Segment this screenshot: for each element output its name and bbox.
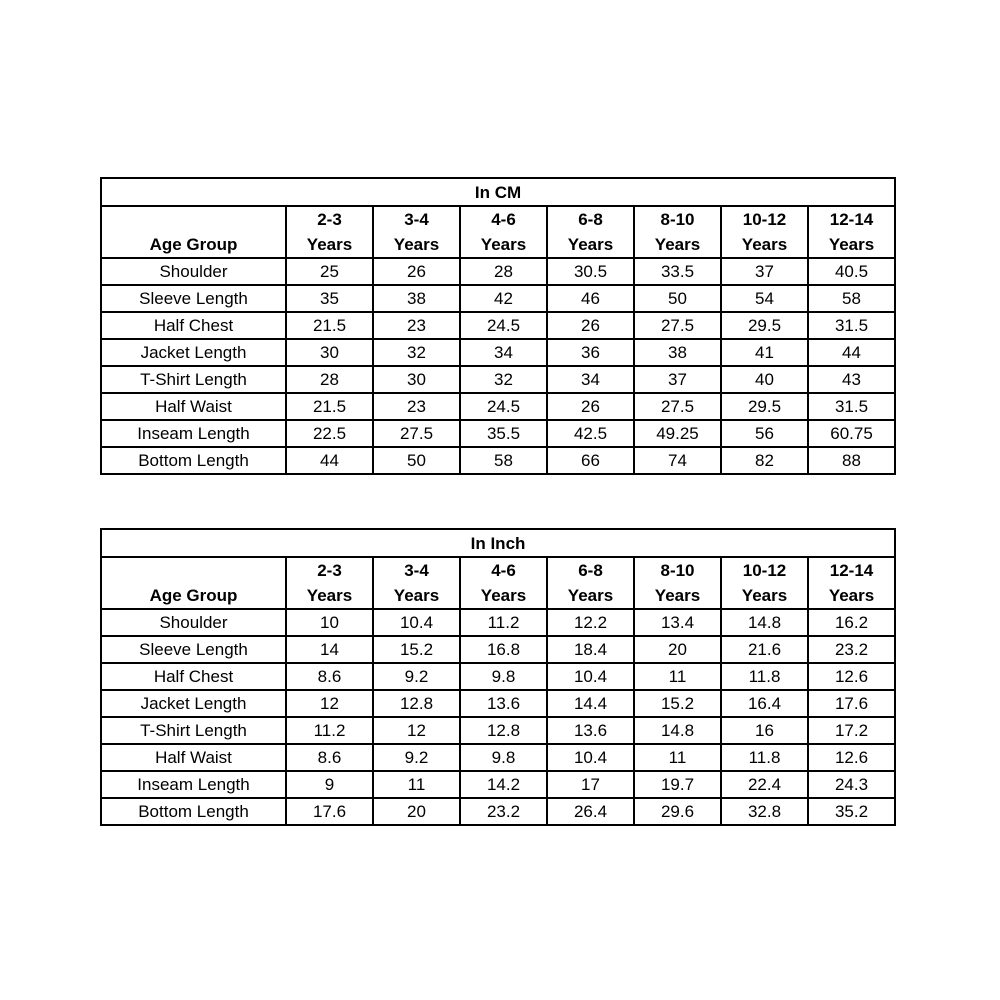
measurement-value: 29.5	[721, 393, 808, 420]
measurement-value: 9.8	[460, 744, 547, 771]
measurement-value: 11	[634, 663, 721, 690]
measurement-value: 12.6	[808, 744, 895, 771]
measurement-value: 35.2	[808, 798, 895, 825]
measurement-value: 10.4	[547, 744, 634, 771]
age-column-header	[721, 206, 808, 258]
measurement-value: 31.5	[808, 312, 895, 339]
age-range: 4-6	[491, 210, 516, 229]
table-row	[101, 663, 895, 690]
measurement-label: Sleeve Length	[101, 285, 286, 312]
age-range: 3-4	[404, 210, 429, 229]
measurement-label: Jacket Length	[101, 690, 286, 717]
measurement-value: 21.6	[721, 636, 808, 663]
table-title: In CM	[101, 178, 895, 206]
measurement-value: 32	[460, 366, 547, 393]
measurement-value: 16.2	[808, 609, 895, 636]
measurement-value: 26	[373, 258, 460, 285]
measurement-value: 24.5	[460, 312, 547, 339]
measurement-value: 42	[460, 285, 547, 312]
measurement-value: 27.5	[373, 420, 460, 447]
measurement-value: 50	[634, 285, 721, 312]
age-range: 10-12	[742, 561, 787, 580]
age-range: 3-4	[404, 561, 429, 580]
measurement-value: 30	[286, 339, 373, 366]
age-unit: Years	[828, 235, 875, 254]
measurement-label: Half Chest	[101, 312, 286, 339]
table-row	[101, 447, 895, 474]
age-range: 2-3	[317, 210, 342, 229]
measurement-value: 14.8	[634, 717, 721, 744]
table-row	[101, 798, 895, 825]
measurement-value: 13.6	[547, 717, 634, 744]
measurement-value: 40.5	[808, 258, 895, 285]
measurement-value: 88	[808, 447, 895, 474]
measurement-value: 9.2	[373, 744, 460, 771]
measurement-value: 26.4	[547, 798, 634, 825]
measurement-value: 56	[721, 420, 808, 447]
age-unit: Years	[480, 235, 527, 254]
measurement-value: 40	[721, 366, 808, 393]
age-column-header	[373, 206, 460, 258]
age-range: 2-3	[317, 561, 342, 580]
measurement-label: Half Waist	[101, 744, 286, 771]
measurement-label: Bottom Length	[101, 798, 286, 825]
measurement-value: 23.2	[460, 798, 547, 825]
measurement-value: 30	[373, 366, 460, 393]
measurement-value: 12.8	[373, 690, 460, 717]
age-unit: Years	[567, 235, 614, 254]
measurement-value: 50	[373, 447, 460, 474]
table-row	[101, 312, 895, 339]
age-column-header	[721, 557, 808, 609]
measurement-label: Sleeve Length	[101, 636, 286, 663]
measurement-value: 20	[373, 798, 460, 825]
table-row	[101, 285, 895, 312]
table-row	[101, 366, 895, 393]
measurement-value: 14	[286, 636, 373, 663]
table-header-row	[101, 557, 895, 609]
age-range: 8-10	[660, 210, 695, 229]
measurement-value: 37	[634, 366, 721, 393]
measurement-value: 41	[721, 339, 808, 366]
age-column-header	[808, 206, 895, 258]
measurement-value: 16	[721, 717, 808, 744]
measurement-value: 13.4	[634, 609, 721, 636]
age-unit: Years	[654, 235, 701, 254]
age-range: 12-14	[829, 561, 874, 580]
measurement-value: 35	[286, 285, 373, 312]
measurement-value: 11	[373, 771, 460, 798]
age-column-header	[547, 557, 634, 609]
measurement-value: 14.4	[547, 690, 634, 717]
measurement-value: 21.5	[286, 312, 373, 339]
measurement-value: 10.4	[373, 609, 460, 636]
measurement-value: 8.6	[286, 744, 373, 771]
table-row	[101, 258, 895, 285]
measurement-value: 36	[547, 339, 634, 366]
measurement-value: 9	[286, 771, 373, 798]
measurement-label: T-Shirt Length	[101, 717, 286, 744]
measurement-value: 44	[808, 339, 895, 366]
measurement-value: 8.6	[286, 663, 373, 690]
measurement-value: 14.8	[721, 609, 808, 636]
age-column-header	[634, 206, 721, 258]
measurement-value: 9.8	[460, 663, 547, 690]
age-range: 4-6	[491, 561, 516, 580]
measurement-value: 12	[373, 717, 460, 744]
measurement-label: T-Shirt Length	[101, 366, 286, 393]
age-range: 6-8	[578, 210, 603, 229]
measurement-value: 15.2	[634, 690, 721, 717]
measurement-value: 34	[547, 366, 634, 393]
age-unit: Years	[741, 586, 788, 605]
age-column-header	[547, 206, 634, 258]
measurement-value: 23	[373, 393, 460, 420]
table-row	[101, 636, 895, 663]
measurement-value: 18.4	[547, 636, 634, 663]
measurement-value: 22.5	[286, 420, 373, 447]
table-header-row	[101, 206, 895, 258]
measurement-value: 12.6	[808, 663, 895, 690]
measurement-label: Inseam Length	[101, 771, 286, 798]
measurement-value: 37	[721, 258, 808, 285]
measurement-value: 82	[721, 447, 808, 474]
measurement-value: 31.5	[808, 393, 895, 420]
measurement-value: 11.2	[460, 609, 547, 636]
measurement-value: 15.2	[373, 636, 460, 663]
measurement-value: 25	[286, 258, 373, 285]
measurement-value: 44	[286, 447, 373, 474]
age-range: 10-12	[742, 210, 787, 229]
measurement-label: Half Waist	[101, 393, 286, 420]
measurement-value: 27.5	[634, 312, 721, 339]
measurement-label: Jacket Length	[101, 339, 286, 366]
measurement-value: 14.2	[460, 771, 547, 798]
age-unit: Years	[306, 235, 353, 254]
table-row	[101, 420, 895, 447]
measurement-value: 35.5	[460, 420, 547, 447]
table-row	[101, 393, 895, 420]
measurement-value: 9.2	[373, 663, 460, 690]
measurement-value: 30.5	[547, 258, 634, 285]
age-unit: Years	[828, 586, 875, 605]
measurement-value: 74	[634, 447, 721, 474]
age-unit: Years	[393, 586, 440, 605]
age-unit: Years	[567, 586, 614, 605]
measurement-value: 24.3	[808, 771, 895, 798]
measurement-value: 66	[547, 447, 634, 474]
measurement-value: 23	[373, 312, 460, 339]
age-column-header	[460, 206, 547, 258]
age-column-header	[634, 557, 721, 609]
age-column-header	[808, 557, 895, 609]
table-title-row	[101, 178, 895, 206]
measurement-value: 29.5	[721, 312, 808, 339]
measurement-value: 11.8	[721, 744, 808, 771]
age-unit: Years	[654, 586, 701, 605]
measurement-value: 46	[547, 285, 634, 312]
measurement-label: Inseam Length	[101, 420, 286, 447]
measurement-value: 38	[373, 285, 460, 312]
measurement-label: Shoulder	[101, 609, 286, 636]
measurement-value: 24.5	[460, 393, 547, 420]
measurement-value: 16.4	[721, 690, 808, 717]
measurement-value: 11.8	[721, 663, 808, 690]
measurement-value: 38	[634, 339, 721, 366]
age-column-header	[460, 557, 547, 609]
measurement-value: 17.6	[286, 798, 373, 825]
age-unit: Years	[393, 235, 440, 254]
age-unit: Years	[306, 586, 353, 605]
measurement-label: Bottom Length	[101, 447, 286, 474]
age-column-header	[286, 206, 373, 258]
measurement-value: 23.2	[808, 636, 895, 663]
measurement-value: 17	[547, 771, 634, 798]
table-title-row	[101, 529, 895, 557]
table-row	[101, 717, 895, 744]
table-row	[101, 690, 895, 717]
measurement-value: 58	[808, 285, 895, 312]
measurement-value: 20	[634, 636, 721, 663]
age-unit: Years	[741, 235, 788, 254]
measurement-value: 29.6	[634, 798, 721, 825]
table-row	[101, 744, 895, 771]
measurement-value: 28	[286, 366, 373, 393]
measurement-value: 13.6	[460, 690, 547, 717]
measurement-value: 11.2	[286, 717, 373, 744]
measurement-value: 43	[808, 366, 895, 393]
measurement-value: 32	[373, 339, 460, 366]
measurement-value: 54	[721, 285, 808, 312]
measurement-value: 22.4	[721, 771, 808, 798]
measurement-value: 10	[286, 609, 373, 636]
size-table-inch	[100, 528, 896, 826]
age-unit: Years	[480, 586, 527, 605]
measurement-value: 21.5	[286, 393, 373, 420]
measurement-value: 12	[286, 690, 373, 717]
measurement-value: 16.8	[460, 636, 547, 663]
age-column-header	[286, 557, 373, 609]
measurement-value: 12.2	[547, 609, 634, 636]
age-group-header: Age Group	[101, 557, 286, 609]
measurement-value: 42.5	[547, 420, 634, 447]
size-table-cm	[100, 177, 896, 475]
measurement-value: 17.2	[808, 717, 895, 744]
age-range: 8-10	[660, 561, 695, 580]
table-title: In Inch	[101, 529, 895, 557]
measurement-value: 26	[547, 312, 634, 339]
table-row	[101, 609, 895, 636]
measurement-value: 10.4	[547, 663, 634, 690]
table-row	[101, 339, 895, 366]
measurement-value: 49.25	[634, 420, 721, 447]
measurement-value: 58	[460, 447, 547, 474]
age-column-header	[373, 557, 460, 609]
measurement-value: 11	[634, 744, 721, 771]
measurement-value: 19.7	[634, 771, 721, 798]
measurement-value: 26	[547, 393, 634, 420]
age-range: 12-14	[829, 210, 874, 229]
measurement-value: 17.6	[808, 690, 895, 717]
measurement-value: 32.8	[721, 798, 808, 825]
age-group-header: Age Group	[101, 206, 286, 258]
measurement-label: Shoulder	[101, 258, 286, 285]
age-range: 6-8	[578, 561, 603, 580]
measurement-value: 60.75	[808, 420, 895, 447]
measurement-value: 12.8	[460, 717, 547, 744]
measurement-value: 33.5	[634, 258, 721, 285]
measurement-value: 27.5	[634, 393, 721, 420]
table-row	[101, 771, 895, 798]
measurement-value: 28	[460, 258, 547, 285]
measurement-value: 34	[460, 339, 547, 366]
measurement-label: Half Chest	[101, 663, 286, 690]
